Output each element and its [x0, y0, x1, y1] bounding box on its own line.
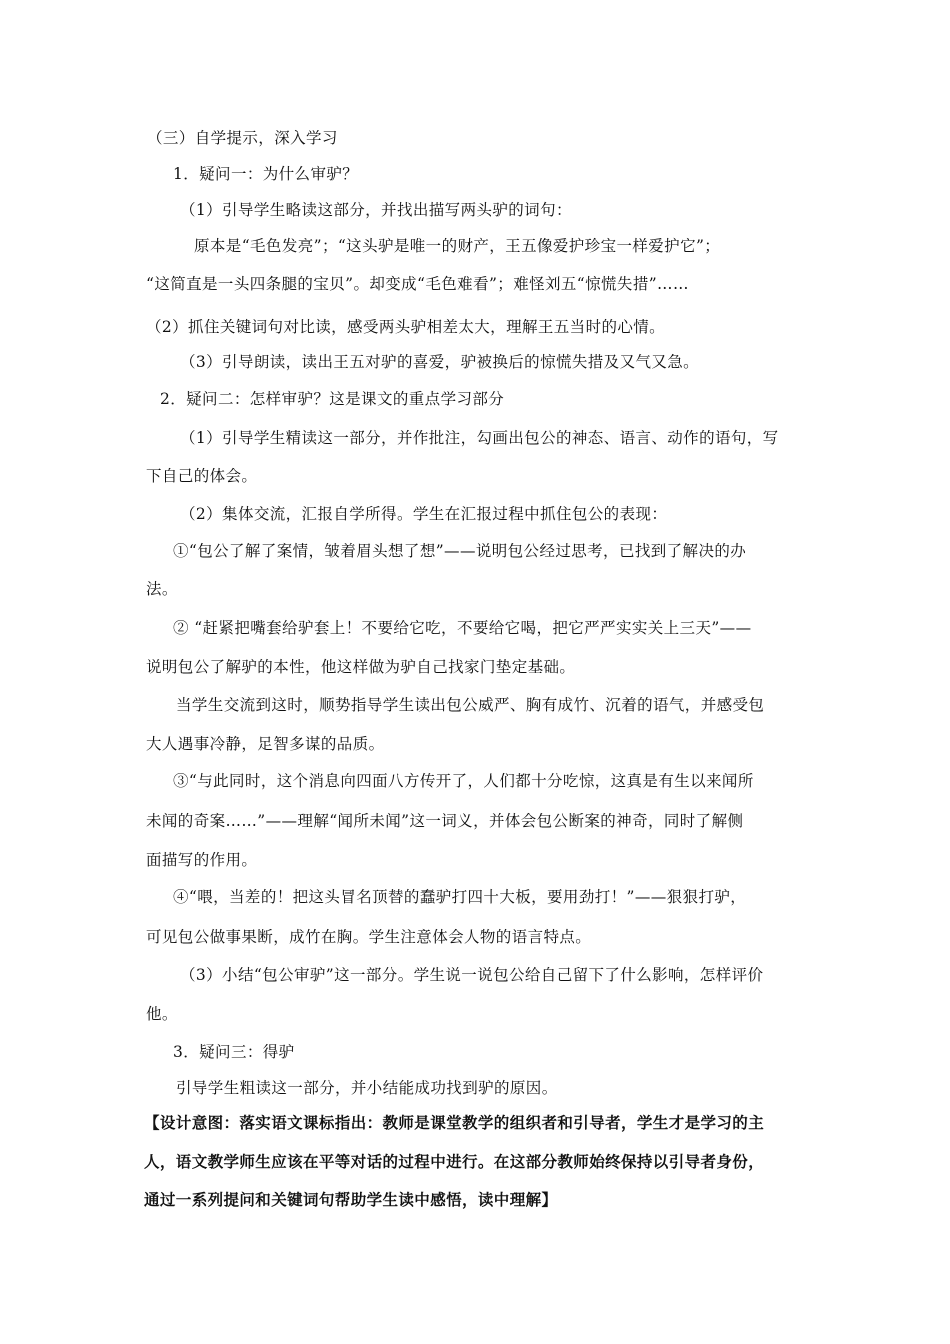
paragraph-line: 当学生交流到这时，顺势指导学生读出包公威严、胸有成竹、沉着的语气，并感受包 — [176, 696, 765, 714]
paragraph-line: 说明包公了解驴的本性，他这样做为驴自己找家门垫定基础。 — [146, 658, 576, 676]
paragraph-line: ③“与此同时，这个消息向四面八方传开了，人们都十分吃惊，这真是有生以来闻所 — [173, 772, 754, 790]
paragraph-line: “这简直是一头四条腿的宝贝”。却变成“毛色难看”；难怪刘五“惊慌失措”…… — [146, 275, 689, 293]
paragraph-line: ①“包公了解了案情，皱着眉头想了想”——说明包公经过思考，已找到了解决的办 — [173, 542, 747, 560]
question-three-heading: 3．疑问三：得驴 — [173, 1043, 295, 1061]
paragraph-line: ② “赶紧把嘴套给驴套上！不要给它吃，不要给它喝，把它严严实实关上三天”—— — [173, 619, 752, 637]
paragraph-line: （2）抓住关键词句对比读，感受两头驴相差太大，理解王五当时的心情。 — [146, 318, 666, 336]
paragraph-line: （1）引导学生精读这一部分，并作批注，勾画出包公的神态、语言、动作的语句，写 — [180, 429, 779, 447]
paragraph-line: 引导学生粗读这一部分，并小结能成功找到驴的原因。 — [176, 1079, 558, 1097]
paragraph-line: 下自己的体会。 — [146, 467, 258, 485]
paragraph-line: ④“喂，当差的！把这头冒名顶替的蠢驴打四十大板，要用劲打！”——狠狠打驴， — [173, 888, 747, 906]
paragraph-line: 他。 — [146, 1005, 178, 1023]
design-intent-line: 通过一系列提问和关键词句帮助学生读中感悟，读中理解】 — [144, 1190, 558, 1209]
design-intent-line: 人，语文教学师生应该在平等对话的过程中进行。在这部分教师始终保持以引导者身份， — [144, 1152, 765, 1171]
section-heading: （三）自学提示，深入学习 — [147, 129, 338, 147]
paragraph-line: （3）引导朗读，读出王五对驴的喜爱，驴被换后的惊慌失措及又气又急。 — [180, 353, 700, 371]
paragraph-line: 面描写的作用。 — [146, 851, 258, 869]
design-intent-line: 【设计意图：落实语文课标指出：教师是课堂教学的组织者和引导者，学生才是学习的主 — [144, 1113, 765, 1132]
paragraph-line: 大人遇事冷静，足智多谋的品质。 — [146, 735, 385, 753]
question-two-heading: 2．疑问二：怎样审驴？这是课文的重点学习部分 — [160, 390, 505, 408]
question-one-heading: 1．疑问一：为什么审驴？ — [173, 165, 359, 183]
paragraph-line: 法。 — [146, 580, 178, 598]
paragraph-line: （3）小结“包公审驴”这一部分。学生说一说包公给自己留下了什么影响，怎样评价 — [180, 966, 764, 984]
paragraph-line: 可见包公做事果断，成竹在胸。学生注意体会人物的语言特点。 — [146, 928, 592, 946]
paragraph-line: 原本是“毛色发亮”；“这头驴是唯一的财产，王五像爱护珍宝一样爱护它”； — [194, 237, 721, 255]
paragraph-line: （1）引导学生略读这部分，并找出描写两头驴的词句： — [180, 201, 572, 219]
paragraph-line: 未闻的奇案……”——理解“闻所未闻”这一词义，并体会包公断案的神奇，同时了解侧 — [146, 812, 744, 830]
paragraph-line: （2）集体交流，汇报自学所得。学生在汇报过程中抓住包公的表现： — [180, 505, 668, 523]
